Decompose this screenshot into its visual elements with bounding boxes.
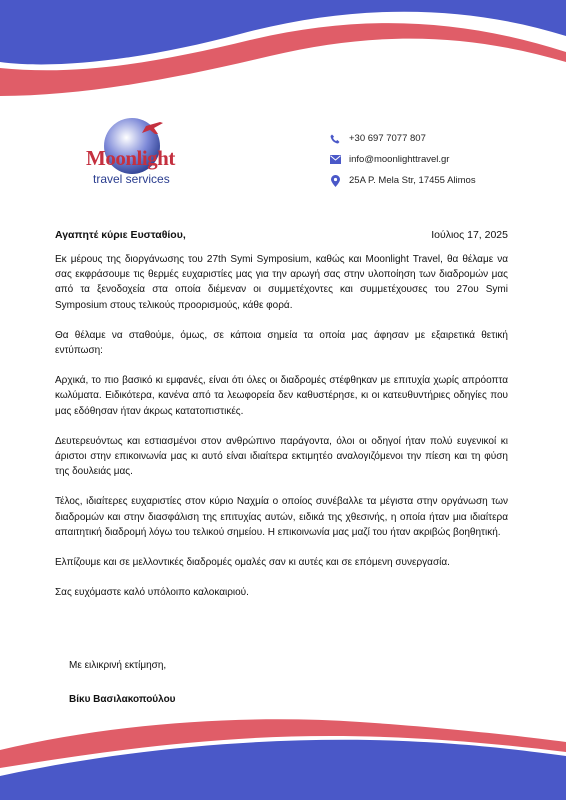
contact-phone[interactable]: +30 697 7077 807 xyxy=(349,133,426,144)
logo-name: Moonlight xyxy=(86,146,175,170)
location-pin-icon xyxy=(329,175,341,187)
company-logo xyxy=(84,112,194,194)
letter-paragraph: Σας ευχόμαστε καλό υπόλοιπο καλοκαιριού. xyxy=(55,587,249,599)
letter-greeting: Αγαπητέ κύριε Ευσταθίου, xyxy=(55,229,186,241)
header-wave-decoration xyxy=(0,0,566,110)
contact-email[interactable]: info@moonlighttravel.gr xyxy=(349,154,450,165)
envelope-icon xyxy=(329,154,341,166)
footer-wave-decoration xyxy=(0,706,566,800)
letter-paragraph: Δευτερευόντως και εστιασμένοι στον ανθρώπινο παράγοντα, όλοι οι οδηγοί ήταν πολύ ευγενικοί κι άριστοι στην επικοινωνία μας κι αυτό είναι ιδιαίτερα εκτιμητέο αναλογιζόμενοι την πίεση και τη φύση της δουλειάς μας. xyxy=(55,435,508,478)
contact-phone-row xyxy=(329,128,476,149)
contact-block xyxy=(329,128,476,191)
logo-tagline: travel services xyxy=(93,172,170,186)
letter-body xyxy=(55,252,508,615)
phone-icon xyxy=(329,133,341,145)
letter-signature: Βίκυ Βασιλακοπούλου xyxy=(69,694,176,705)
letter-closing: Με ειλικρινή εκτίμηση, xyxy=(69,660,167,671)
letter-paragraph: Θα θέλαμε να σταθούμε, όμως, σε κάποια σημεία τα οποία μας άφησαν με εξαιρετικά θετική εντύπωση: xyxy=(55,329,508,357)
letter-paragraph: Αρχικά, το πιο βασικό κι εμφανές, είναι ότι όλες οι διαδρομές στέφθηκαν με επιτυχία χωρίς απρόοπτα κωλύματα. Ειδικότερα, κανένα από τα λεωφορεία δεν καθυστέρησε, κι οι κατευθυντήριες οδηγίες που μας εδόθησαν ήταν άκρως κατατοπιστικές. xyxy=(55,375,508,417)
letter-paragraph: Τέλος, ιδιαίτερες ευχαριστίες στον κύριο Ναχμία ο οποίος συνέβαλλε τα μέγιστα στην οργάνωση των διαδρομών και στην διασφάλιση της επιτυχίας αυτών, ειδικά της χθεσινής, η οποία ήταν μια ιδιαίτερα απαιτητική διαδρομή λόγω του τελικού σημείου. Η επικοινωνία μας μαζί του ήταν ακριβώς βοηθητική. xyxy=(55,496,508,538)
contact-address: 25A P. Mela Str, 17455 Alimos xyxy=(349,175,476,186)
letter-date: Ιούλιος 17, 2025 xyxy=(431,229,508,241)
contact-address-row xyxy=(329,170,476,191)
letter-paragraph: Ελπίζουμε και σε μελλοντικές διαδρομές ομαλές σαν κι αυτές και σε επόμενη συνεργασία. xyxy=(55,557,450,569)
contact-email-row xyxy=(329,149,476,170)
letter-paragraph: Εκ μέρους της διοργάνωσης του 27th Symi Symposium, καθώς και Moonlight Travel, θα θέλαμε να σας εκφράσουμε τις θερμές ευχαριστίες μας για την αρωγή σας στην υλοποίηση των διαδρομών μας από τα ξενοδοχεία στα οποία διέμεναν οι συμμετέχοντες και συμμετέχουσες του 27ου Symi Symposium στους τελικούς προορισμούς, κάθε φορά. xyxy=(55,254,508,311)
